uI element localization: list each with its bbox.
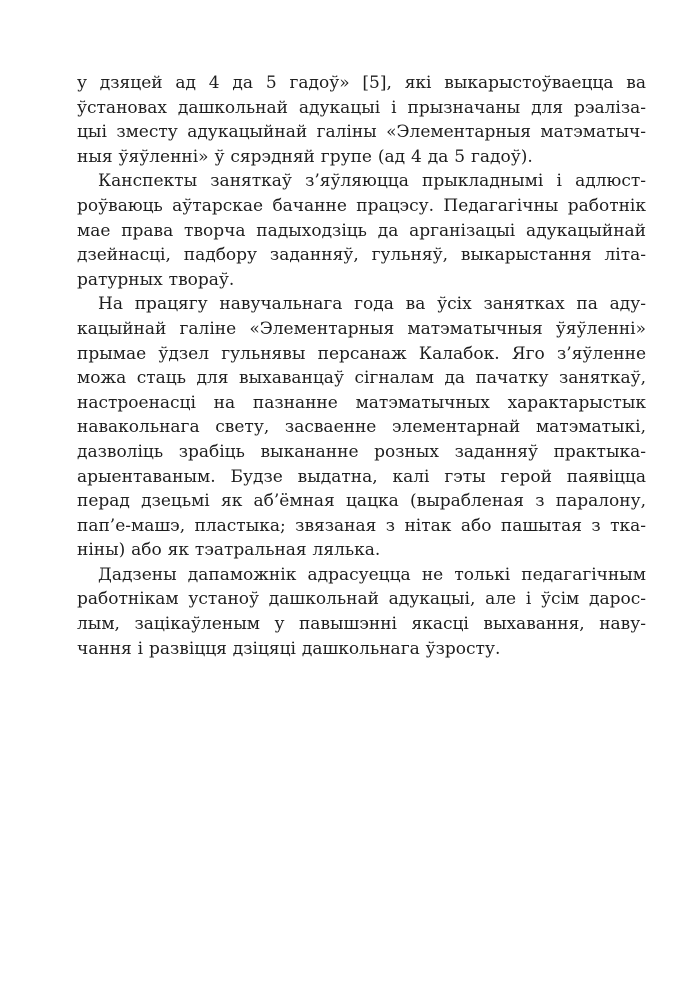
text-line: навакольнага свету, засваенне элементарнай матэматыкі,	[77, 417, 646, 438]
text-line: ніны) або як тэатральная лялька.	[77, 540, 381, 561]
text-line: прымае ўдзел гульнявы персанаж Калабок. Яго з’яўленне	[77, 343, 646, 364]
text-line: перад дзецьмі як аб’ёмная цацка (вырабленая з паралону,	[77, 491, 646, 512]
text-line: Канспекты заняткаў з’яўляюцца прыкладнымі і адлюст-	[98, 171, 646, 192]
text-line: можа стаць для выхаванцаў сігналам да пачатку заняткаў,	[77, 368, 646, 389]
text-line: цыі зместу адукацыйнай галіны «Элементарныя матэматыч-	[77, 122, 646, 143]
text-line: На працягу навучальнага года ва ўсіх занятках па аду-	[98, 294, 646, 315]
text-line: пап’е-машэ, пластыка; звязаная з нітак або пашытая з тка-	[77, 515, 646, 536]
text-line: ныя ўяўленні» ў сярэдняй групе (ад 4 да 5 гадоў).	[77, 146, 533, 167]
text-line: чання і развіцця дзіцяці дашкольнага ўзросту.	[77, 638, 501, 659]
paragraph-1	[77, 71, 646, 169]
text-block	[77, 71, 646, 661]
text-line: мае права творча падыходзіць да арганізацыі адукацыйнай	[77, 220, 646, 241]
text-line: ўстановах дашкольнай адукацыі і прызначаны для рэаліза-	[77, 97, 646, 118]
text-line: ратурных твораў.	[77, 269, 235, 290]
text-line: работнікам устаноў дашкольнай адукацыі, але і ўсім дарос-	[77, 589, 646, 610]
text-line: дазволіць зрабіць выкананне розных заданняў практыка-	[77, 441, 646, 462]
text-line: настроенасці на пазнанне матэматычных характарыстык	[77, 392, 646, 413]
text-line: лым, зацікаўленым у павышэнні якасці выхавання, наву-	[77, 614, 646, 635]
paragraph-2	[77, 169, 646, 292]
text-line: Дадзены дапаможнік адрасуецца не толькі педагагічным	[98, 564, 646, 585]
text-line: кацыйнай галіне «Элементарныя матэматычныя ўяўленні»	[77, 318, 646, 339]
text-line: у дзяцей ад 4 да 5 гадоў» [5], які выкарыстоўваецца ва	[77, 73, 646, 93]
paragraph-3	[77, 292, 646, 563]
text-line: дзейнасці, падбору заданняў, гульняў, выкарыстання літа-	[77, 245, 646, 266]
paragraph-4	[77, 563, 646, 661]
text-line: роўваюць аўтарскае бачанне працэсу. Педагагічны работнік	[77, 195, 646, 216]
text-line: арыентаваным. Будзе выдатна, калі гэты герой паявіцца	[77, 466, 646, 487]
